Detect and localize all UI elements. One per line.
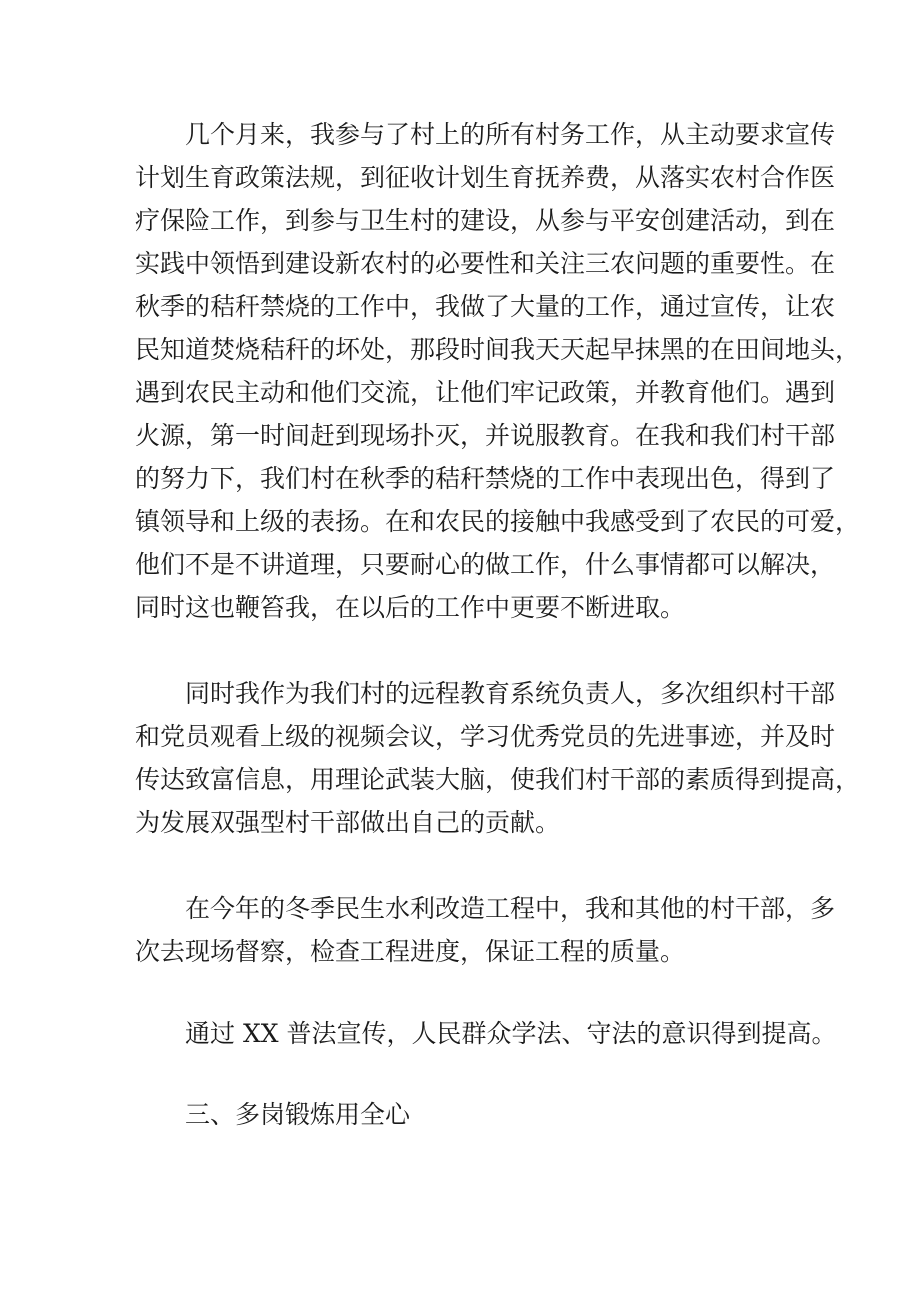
paragraph-line: 和党员观看上级的视频会议，学习优秀党员的先进事迹，并及时: [135, 722, 836, 751]
paragraph-line: 的努力下，我们村在秋季的秸秆禁烧的工作中表现出色，得到了: [135, 464, 836, 493]
paragraph-line: 同时我作为我们村的远程教育系统负责人，多次组织村干部: [185, 679, 836, 708]
section-heading-text: 三、多岗锻炼用全心: [185, 1100, 411, 1129]
paragraph-line: 实践中领悟到建设新农村的必要性和关注三农问题的重要性。在: [135, 249, 836, 278]
paragraph-line: 镇领导和上级的表扬。在和农民的接触中我感受到了农民的可爱，: [135, 507, 861, 536]
paragraph-line: 几个月来，我参与了村上的所有村务工作，从主动要求宣传: [185, 120, 836, 149]
paragraph-line: 秋季的秸秆禁烧的工作中，我做了大量的工作，通过宣传，让农: [135, 292, 836, 321]
paragraph-line: 遇到农民主动和他们交流，让他们牢记政策，并教育他们。遇到: [135, 378, 836, 407]
paragraph-line: 同时这也鞭笞我，在以后的工作中更要不断进取。: [135, 593, 686, 622]
paragraph-line: 疗保险工作，到参与卫生村的建设，从参与平安创建活动，到在: [135, 206, 836, 235]
paragraph-line: 为发展双强型村干部做出自己的贡献。: [135, 808, 561, 837]
paragraph-line: 次去现场督察，检查工程进度，保证工程的质量。: [135, 937, 686, 966]
paragraph-line: 传达致富信息，用理论武装大脑，使我们村干部的素质得到提高，: [135, 765, 861, 794]
paragraph-line: 民知道焚烧秸秆的坏处，那段时间我天天起早抹黑的在田间地头，: [135, 335, 861, 364]
paragraph-line: 他们不是不讲道理，只要耐心的做工作，什么事情都可以解决，: [135, 550, 836, 579]
paragraph-line: 通过 XX 普法宣传，人民群众学法、守法的意识得到提高。: [185, 1019, 837, 1048]
paragraph-line: 在今年的冬季民生水利改造工程中，我和其他的村干部，多: [185, 894, 836, 923]
paragraph-line: 计划生育政策法规，到征收计划生育抚养费，从落实农村合作医: [135, 163, 836, 192]
paragraph-line: 火源，第一时间赶到现场扑灭，并说服教育。在我和我们村干部: [135, 421, 836, 450]
